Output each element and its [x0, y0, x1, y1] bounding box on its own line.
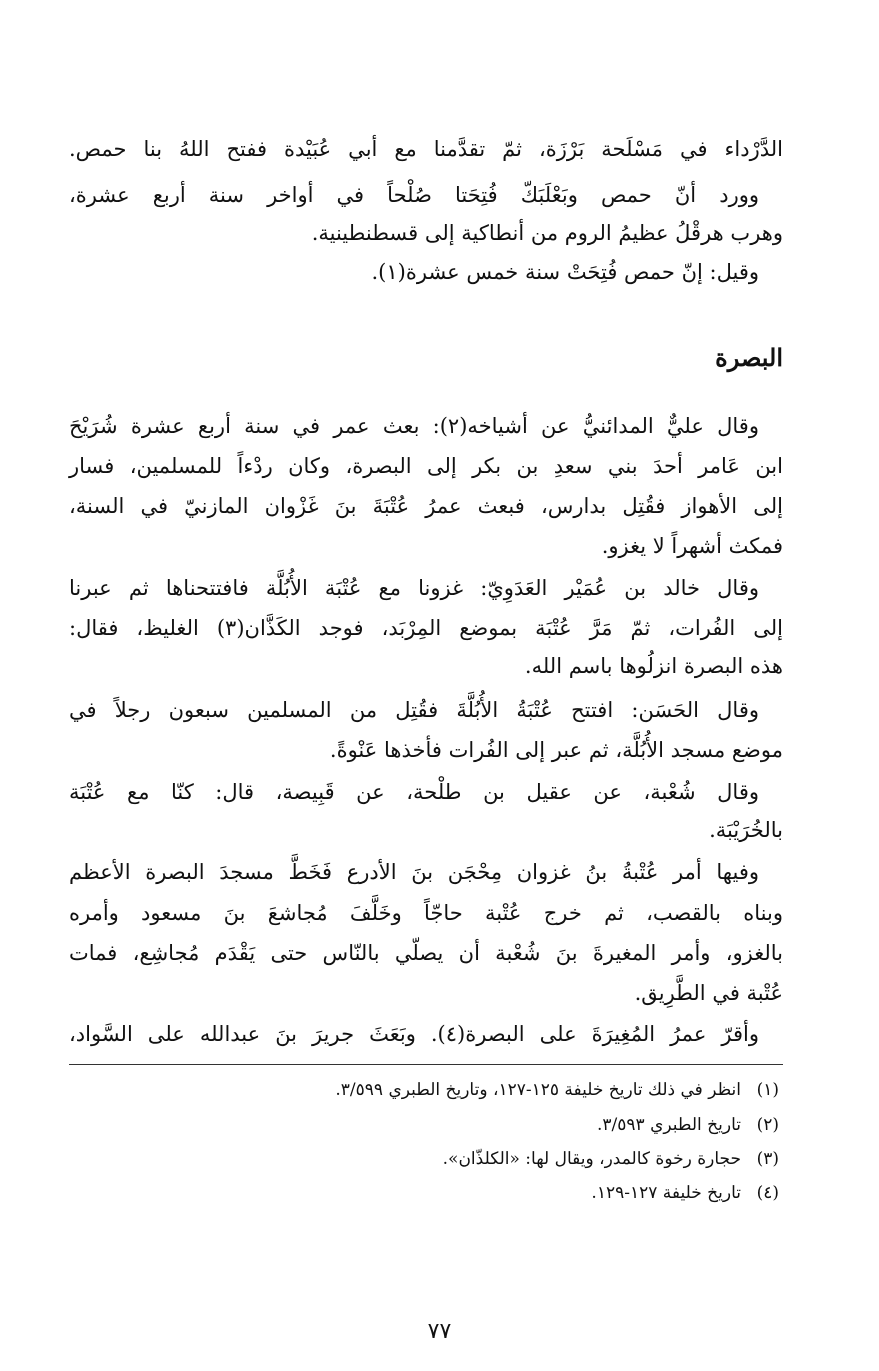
text-line: موضع مسجد الأُبُلَّة، ثم عبر إلى الفُرات فأخذها عَنْوةً.	[329, 738, 783, 762]
text-line: وورد أنّ حمص وبَعْلَبَكّ فُتِحَتا صُلْحاً في أواخر سنة أربع عشرة،	[69, 183, 759, 207]
text-line: إلى الفُرات، ثمّ مَرَّ عُتْبَة بموضع المِرْبَد، فوجد الكَذَّان(٣) الغليظ، فقال:	[69, 616, 783, 640]
text-line: وقيل: إنّ حمص فُتِحَتْ سنة خمس عشرة(١).	[371, 260, 759, 284]
footnote-number: (٤)	[756, 1183, 779, 1203]
text-line: وأقرّ عمرُ المُغِيرَةَ على البصرة(٤). وبَعَثَ جريرَ بنَ عبدالله على السَّواد،	[69, 1022, 759, 1046]
text-line: هذه البصرة انزلُوها باسم الله.	[524, 654, 783, 678]
text-line: بالغزو، وأمر المغيرةَ بنَ شُعْبة أن يصلّي بالنّاس حتى يَقْدَم مُجاشِع، فمات	[69, 941, 783, 965]
text-line: وبناه بالقصب، ثم خرج عُتْبة حاجّاً وخَلَّفَ مُجاشعَ بنَ مسعود وأمره	[69, 901, 783, 925]
text-line: إلى الأهواز فقُتِل بدارس، فبعث عمرُ عُتْبَةَ بنَ غَزْوان المازنيّ في السنة،	[69, 494, 783, 518]
text-line: الدَّرْداء في مَسْلَحة بَرْزَة، ثمّ تقدَّمنا مع أبي عُبَيْدة ففتح اللهُ بنا حمص.	[69, 137, 783, 161]
footnote-number: (١)	[756, 1080, 779, 1100]
footnote-text: حجارة رخوة كالمدر، ويقال لها: «الكلذّان».	[442, 1149, 741, 1169]
footnote-number: (٣)	[756, 1149, 779, 1169]
text-line: ابن عَامر أحدَ بني سعدِ بن بكر إلى البصرة، وكان ردْءاً للمسلمين، فسار	[69, 454, 783, 478]
text-line: وهرب هرقْلُ عظيمُ الروم من أنطاكية إلى قسطنطينية.	[311, 221, 783, 245]
footnote	[79, 1180, 779, 1206]
text-line: وفيها أمر عُتْبةُ بنُ غزوان مِحْجَن بنَ الأدرع فَخَطَّ مسجدَ البصرة الأعظم	[69, 860, 759, 884]
text-line: عُتْبة في الطَّرِيق.	[634, 981, 783, 1005]
footnote	[79, 1077, 779, 1103]
section-heading: البصرة	[715, 343, 783, 372]
text-line: وقال شُعْبة، عن عقيل بن طلْحة، عن قَبِيصة، قال: كنّا مع عُتْبَة	[69, 780, 759, 804]
text-line: بالخُرَيْبَة.	[709, 818, 783, 842]
footnote	[79, 1112, 779, 1138]
footnote	[79, 1146, 779, 1172]
text-line: فمكث أشهراً لا يغزو.	[601, 534, 783, 558]
footnote-text: انظر في ذلك تاريخ خليفة ١٢٥-١٢٧، وتاريخ الطبري ٣/٥٩٩.	[335, 1080, 741, 1100]
text-line: وقال عليٌّ المدائنيُّ عن أشياخه(٢): بعث عمر في سنة أربع عشرة شُرَيْحَ	[69, 414, 759, 438]
footnote-text: تاريخ الطبري ٣/٥٩٣.	[597, 1115, 741, 1135]
page-number: ٧٧	[427, 1319, 452, 1344]
footnote-text: تاريخ خليفة ١٢٧-١٢٩.	[591, 1183, 741, 1203]
text-line: وقال خالد بن عُمَيْر العَدَوِيّ: غزونا مع عُتْبَة الأُبُلَّة فافتتحناها ثم عبرنا	[69, 576, 759, 600]
text-line: وقال الحَسَن: افتتح عُتْبَةُ الأُبُلَّةَ فقُتِل من المسلمين سبعون رجلاً في	[69, 698, 759, 722]
footnote-separator	[69, 1064, 783, 1065]
footnote-number: (٢)	[756, 1115, 779, 1135]
